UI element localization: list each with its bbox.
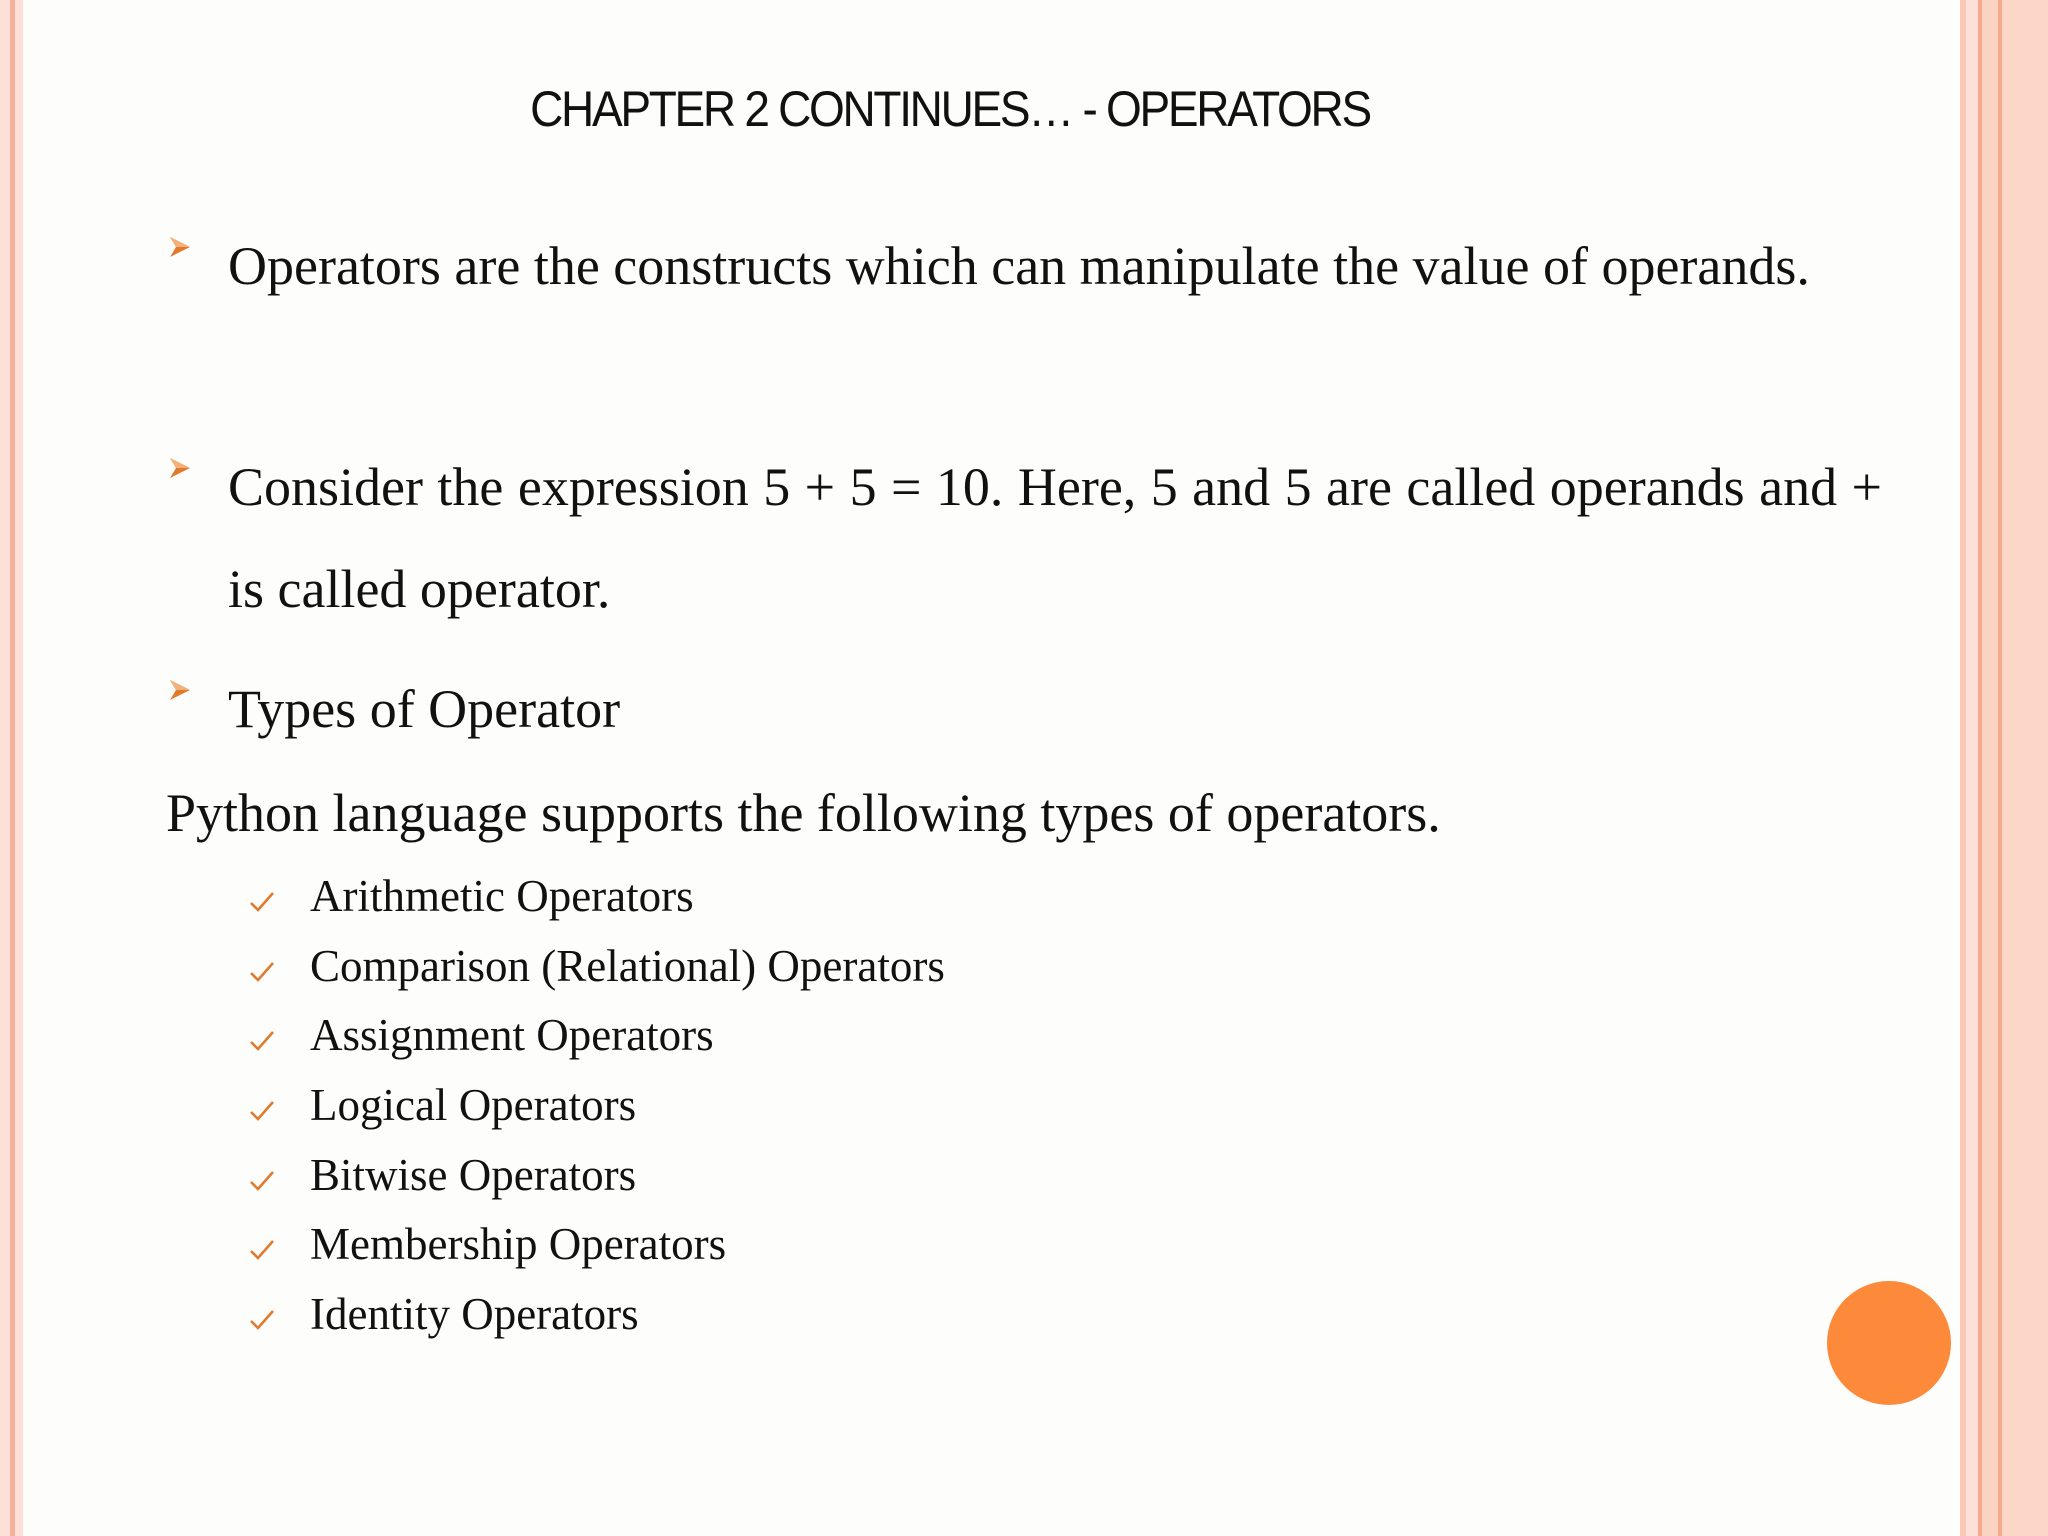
right-frame-stripe [1966,0,1978,1536]
checkmark-icon [248,1027,276,1055]
right-frame-stripe [2002,0,2048,1536]
slide-title: CHAPTER 2 CONTINUES… - OPERATORS [530,81,1370,137]
operator-type-label: Identity Operators [310,1289,639,1340]
checkmark-icon [248,888,276,916]
bullet-text: Consider the expression 5 + 5 = 10. Here, 5 and 5 are called operands and + is called operator. [228,457,1882,619]
checkmark-icon [248,958,276,986]
bullet-text: Operators are the constructs which can manipulate the value of operands. [228,236,1810,296]
operator-type-label: Assignment Operators [310,1010,714,1061]
right-frame-stripe [1982,0,1998,1536]
bullet-text: Types of Operator [228,679,621,739]
left-frame-stripe [15,0,23,1536]
intro-paragraph: Python language supports the following types of operators. [166,783,1441,843]
decorative-orange-circle [1827,1281,1951,1405]
operator-type-label: Logical Operators [310,1080,637,1131]
left-frame-stripe [0,0,10,1536]
arrow-bullet-icon [168,658,192,722]
checkmark-icon [248,1236,276,1264]
operator-type-label: Membership Operators [310,1219,727,1270]
arrow-bullet-icon [168,436,192,500]
arrow-bullet-icon [168,215,192,279]
operator-type-label: Bitwise Operators [310,1149,637,1200]
operator-type-label: Comparison (Relational) Operators [310,940,945,991]
checkmark-icon [248,1097,276,1125]
checkmark-icon [248,1167,276,1195]
checkmark-icon [248,1306,276,1334]
operator-type-label: Arithmetic Operators [310,871,694,921]
